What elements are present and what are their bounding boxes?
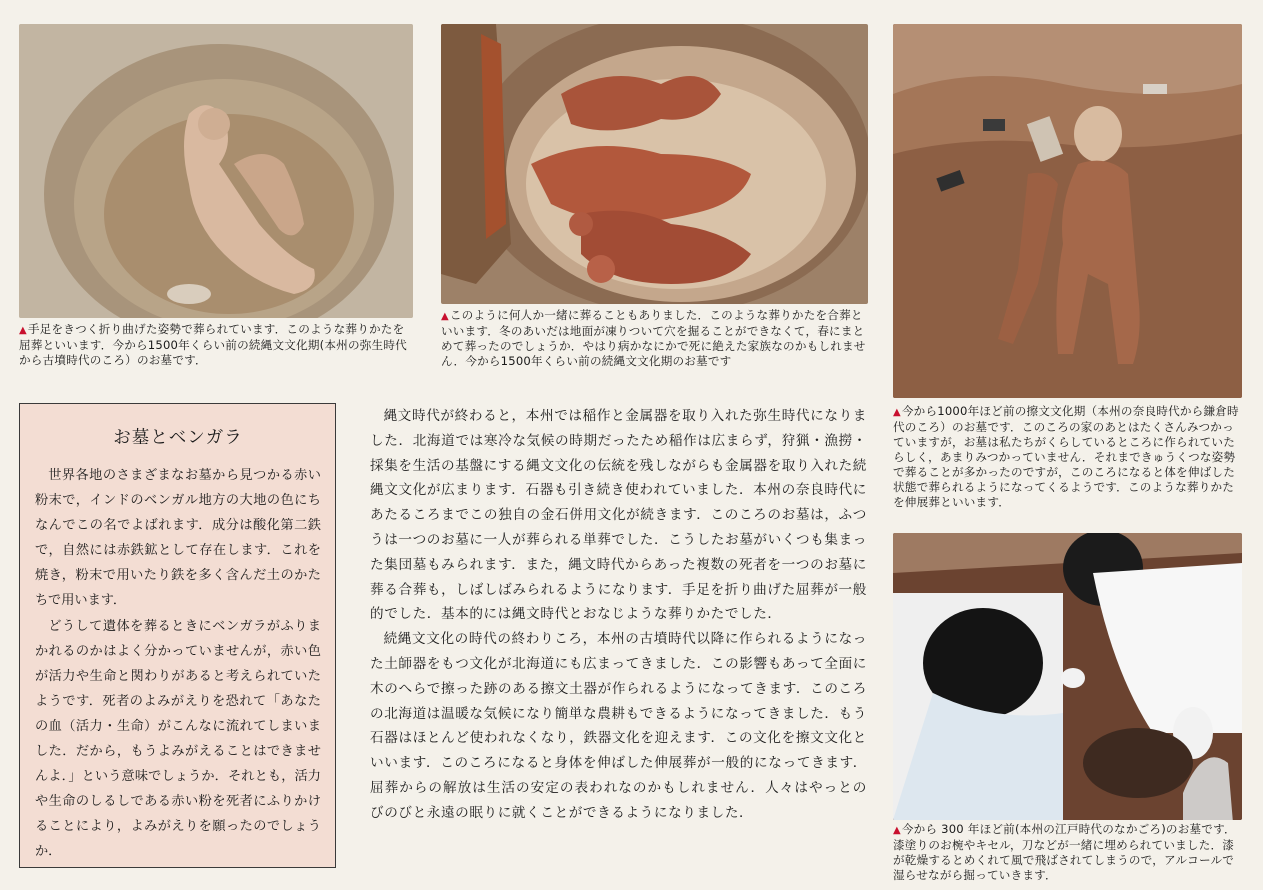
main-paragraph-1: 縄文時代が終わると，本州では稲作と金属器を取り入れた弥生時代になりました．北海道では寒冷な気候の時期だったため稲作は広まらず，狩猟・漁撈・採集を生活の基盤にする縄文文化の伝統を残しながらも金属器を取り入れた続縄文文化が広まります．石器も引き続き使われていました．本州の奈良時代にあたるころまでこの独自の金石併用文化が続きます．このころのお墓は，ふつうは一つのお墓に一人が葬られる単葬でした．こうしたお墓がいくつも集まった集団墓もみられます．また，縄文時代からあった複数の死者を一つのお墓に葬る合葬も，しばしばみられるようになります．手足を折り曲げた屈葬が一般的でした．基本的には縄文時代とおなじような葬りかたでした． [370,408,867,623]
caption-marker-icon: ▲ [893,825,901,836]
caption-extended-burial: ▲今から1000年ほど前の擦文文化期（本州の奈良時代から鎌倉時代のころ）のお墓です．このころの家のあとはたくさんみつかっていますが，お墓は私たちがくらしているところに作られていたらしく，あまりみつかっていません．それまできゅうくつな姿勢で葬ることが多かったのですが，このころになると体を伸ばした状態で葬られるようになってくるようです．このような葬りかたを伸展葬といいます． [893,404,1239,509]
main-text [370,404,867,826]
main-paragraph-2: 続縄文文化の時代の終わりころ，本州の古墳時代以降に作られるようになった土師器をもつ文化が北海道にも広まってきました．この影響もあって全面に木のへらで擦った跡のある擦文土器が作られるようになってきます．このころの北海道は温暖な気候になり簡単な農耕もできるようになってきました．もう石器はほとんど使われなくなり，鉄器文化を迎えます．この文化を擦文文化といいます．このころになると身体を伸ばした伸展葬が一般的になってきます．屈葬からの解放は生活の安定の表われなのかもしれません．人々はやっとのびのびと永遠の眠りに就くことができるようになりました． [370,631,867,821]
caption-marker-icon: ▲ [19,325,27,336]
bengara-sidebar [19,403,336,868]
sidebar-paragraph-1: 世界各地のさまざまなお墓から見つかる赤い粉末で，インドのベンガル地方の大地の色にちなんでこの名でよばれます．成分は酸化第二鉄で，自然には赤鉄鉱として存在します．これを焼き，粉末で用いたり鉄を多く含んだ土のかたちで用います． [35,468,321,609]
extended-burial-photo [893,24,1242,398]
joint-burial-photo [441,24,868,304]
caption-marker-icon: ▲ [441,311,449,322]
excavation-photo [893,533,1242,820]
caption-joint-burial: ▲このように何人か一緒に葬ることもありました．このような葬りかたを合葬といいます．冬のあいだは地面が凍りついて穴を掘ることができなくて，春にまとめて葬ったのでしょうか．やはり病かなにかで死に絶えた家族なのかもしれません．今から1500年くらい前の続縄文文化期のお墓です [441,308,866,368]
caption-flexed-burial: ▲手足をきつく折り曲げた姿勢で葬られています．このような葬りかたを屈葬といいます．今から1500年くらい前の続縄文文化期(本州の弥生時代から古墳時代のころ）のお墓です． [19,322,407,367]
caption-excavation: ▲今から 300 年ほど前(本州の江戸時代のなかごろ)のお墓です．漆塗りのお椀やキセル，刀などが一緒に埋められていました．漆が乾燥するとめくれて風で飛ばされてしまうので，アルコールで湿らせながら掘っていきます． [893,822,1236,882]
flexed-burial-photo [19,24,413,318]
caption-marker-icon: ▲ [893,407,901,418]
sidebar-title: お墓とベンガラ [113,428,243,448]
sidebar-paragraph-2: どうして遺体を葬るときにベンガラがふりまかれるのかはよく分かっていませんが，赤い色が活力や生命と関わりがあると考えられていたようです．死者のよみがえりを恐れて「あなたの血（活力・生命）がこんなに流れてしまいました．だから，もうよみがえることはできませんよ．」という意味でしょうか．それとも，活力や生命のしるしである赤い粉を死者にふりかけることにより，よみがえりを願ったのでしょうか． [35,618,321,860]
